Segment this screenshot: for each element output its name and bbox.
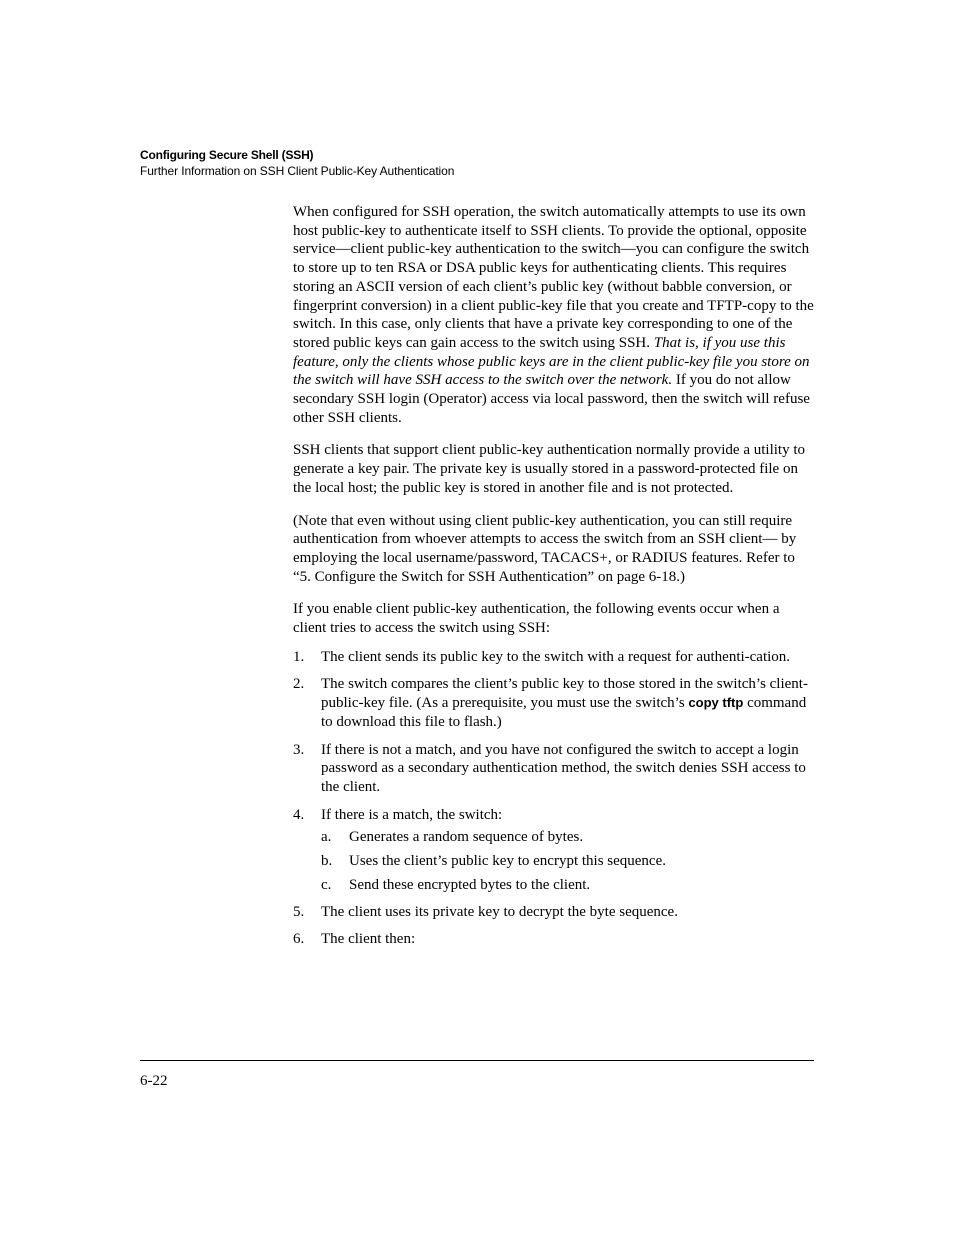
- substeps-list: [321, 828, 815, 894]
- list-item: [293, 648, 815, 667]
- substep-text: Send these encrypted bytes to the client.: [349, 876, 591, 893]
- step-text: If there is a match, the switch:: [321, 806, 503, 823]
- step-text-part: The switch compares the client’s public key to those stored in the switch’s client-public-key file. (As a prerequisite, you must use the switch’s: [321, 676, 808, 712]
- substep-letter: c.: [321, 876, 332, 893]
- step-number: 2.: [293, 676, 305, 693]
- list-item: [321, 876, 815, 895]
- body-text: [293, 203, 815, 958]
- list-item: [293, 741, 815, 797]
- step-number: 4.: [293, 806, 305, 823]
- substep-letter: a.: [321, 829, 332, 846]
- step-text: [321, 675, 815, 731]
- list-item: [293, 903, 815, 922]
- step-text: The client sends its public key to the switch with a request for authenti-cation.: [321, 648, 791, 665]
- step-number: 1.: [293, 648, 305, 665]
- paragraph-intro: [293, 203, 815, 427]
- paragraph-events: If you enable client public-key authentication, the following events occur when a client tries to access the switch using SSH:: [293, 601, 780, 637]
- list-item: [293, 675, 815, 731]
- substep-text: Generates a random sequence of bytes.: [349, 829, 584, 846]
- page-number: 6-22: [140, 1073, 168, 1089]
- steps-list: [293, 648, 815, 949]
- command-text: copy tftp: [688, 695, 744, 711]
- substep-text: Uses the client’s public key to encrypt this sequence.: [349, 853, 666, 870]
- list-item: [293, 806, 815, 825]
- step-text: The client then:: [321, 931, 416, 948]
- list-item: [293, 930, 815, 949]
- step-text: The client uses its private key to decrypt the byte sequence.: [321, 903, 678, 920]
- emphasis-text: That is, if you use this feature, only the clients whose public keys are in the client public-key file you store on the switch will have SSH access to the switch over the network.: [293, 334, 810, 389]
- paragraph-text: When configured for SSH operation, the switch automatically attempts to use its own host public-key to authenticate itself to SSH clients. To provide the optional, opposite service—client public-key authentication to the switch—you can configure the switch to store up to ten RSA or DSA public keys for authenticating clients. This requires storing an ASCII version of each client’s public key (without babble conversion, or fingerprint conversion) in a client public-key file that you create and TFTP-copy to the switch. In this case, only clients that have a private key corresponding to one of the stored public keys can gain access to the switch using SSH.: [293, 204, 814, 351]
- step-number: 5.: [293, 903, 305, 920]
- list-item: [321, 852, 815, 871]
- step-number: 3.: [293, 741, 305, 758]
- step-text: If there is not a match, and you have not configured the switch to accept a login password as a secondary authentication method, the switch denies SSH access to the client.: [321, 741, 806, 795]
- paragraph-text: If you do not allow secondary SSH login (Operator) access via local password, then the switch will refuse other SSH clients.: [293, 372, 810, 426]
- paragraph-key-pair: SSH clients that support client public-key authentication normally provide a utility to generate a key pair. The private key is usually stored in a password-protected file on the local host; the public key is stored in another file and is not protected.: [293, 442, 805, 496]
- paragraph-note: (Note that even without using client public-key authentication, you can still require authentication from whoever attempts to access the switch from an SSH client— by employing the local username/password, TACACS+, or RADIUS features. Refer to “5. Configure the Switch for SSH Authentication” on page 6-18.): [293, 512, 797, 585]
- footer-divider: [140, 1060, 814, 1061]
- section-title: Further Information on SSH Client Public-Key Authentication: [140, 164, 455, 178]
- chapter-title: Configuring Secure Shell (SSH): [140, 148, 314, 162]
- step-number: 6.: [293, 931, 305, 948]
- step-text-part: command to download this file to flash.): [321, 695, 807, 730]
- list-item: [321, 828, 815, 847]
- substep-letter: b.: [321, 853, 333, 870]
